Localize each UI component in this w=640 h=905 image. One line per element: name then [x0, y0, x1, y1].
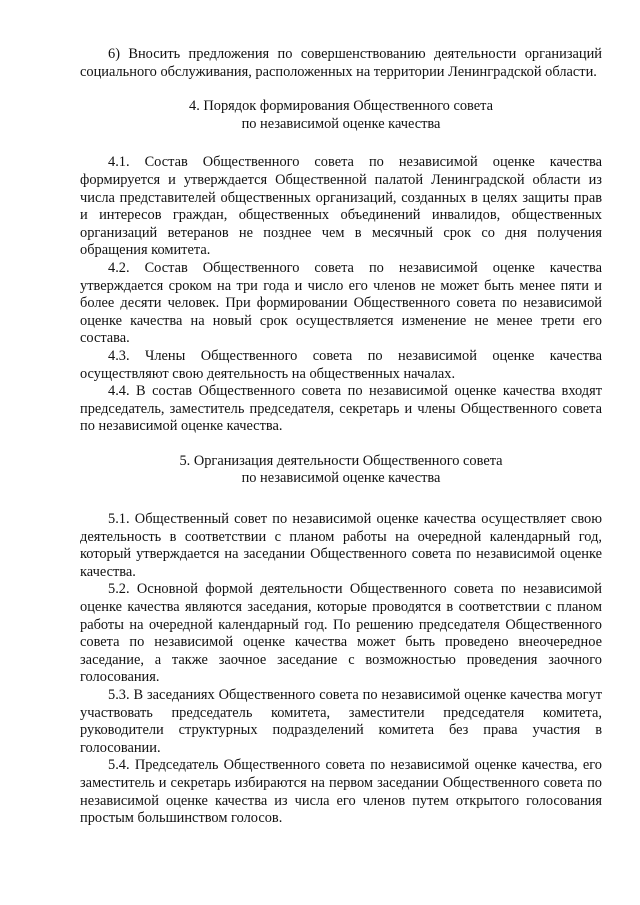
- paragraph-4-2: 4.2. Состав Общественного совета по независимой оценке качества утверждается сроком на три года и число его членов не может быть менее пяти и более десяти человек. При формировании Общественного совета по независимой оценке качества на новый срок осуществляется изменение не менее трети его состава.: [80, 259, 602, 347]
- section-4-heading-line-2: по независимой оценке качества: [241, 115, 441, 132]
- paragraph-5-4: 5.4. Председатель Общественного совета по независимой оценке качества, его заместитель и секретарь избираются на первом заседании Общественного совета по независимой оценке качества из числа его членов путем открытого голосования простым большинством голосов.: [80, 757, 602, 827]
- section-4-heading: [80, 98, 602, 133]
- paragraph-4-3: 4.3. Члены Общественного совета по независимой оценке качества осуществляют свою деятельность на общественных началах.: [80, 347, 602, 382]
- document-body: [80, 46, 602, 828]
- paragraph-5-1: 5.1. Общественный совет по независимой оценке качества осуществляет свою деятельность в соответствии с планом работы на очередной календарный год, который утверждается на заседании Общественного совета по независимой оценке качества.: [80, 511, 602, 580]
- section-4-heading-line-1: 4. Порядок формирования Общественного совета: [189, 98, 493, 115]
- paragraph-5-2: 5.2. Основной формой деятельности Общественного совета по независимой оценке качества являются заседания, которые проводятся в соответствии с планом работы на очередной календарный год. По решению председателя Общественного совета по независимой оценке качества может быть проведено внеочередное заседание, а также заочное заседание с возможностью проведения заочного голосования.: [80, 581, 602, 686]
- intro-item-6: 6) Вносить предложения по совершенствованию деятельности организаций социального обслуживания, расположенных на территории Ленинградской области.: [80, 46, 602, 80]
- section-5-heading: [80, 453, 602, 488]
- paragraph-5-3: 5.3. В заседаниях Общественного совета по независимой оценке качества могут участвовать председатель комитета, заместители председателя комитета, руководители структурных подразделений комитета без права участия в голосовании.: [80, 687, 602, 756]
- paragraph-4-1: 4.1. Состав Общественного совета по независимой оценке качества формируется и утверждается Общественной палатой Ленинградской области из числа представителей общественных организаций, созданных в целях защиты прав и интересов граждан, общественных объединений инвалидов, общественных организаций ветеранов не позднее чем в месячный срок со дня получения обращения комитета.: [80, 154, 602, 259]
- section-5-heading-line-2: по независимой оценке качества: [241, 470, 441, 487]
- paragraph-4-4: 4.4. В состав Общественного совета по независимой оценке качества входят председатель, заместитель председателя, секретарь и члены Общественного совета по независимой оценке качества.: [80, 383, 602, 435]
- section-5-heading-line-1: 5. Организация деятельности Общественного совета: [179, 452, 503, 469]
